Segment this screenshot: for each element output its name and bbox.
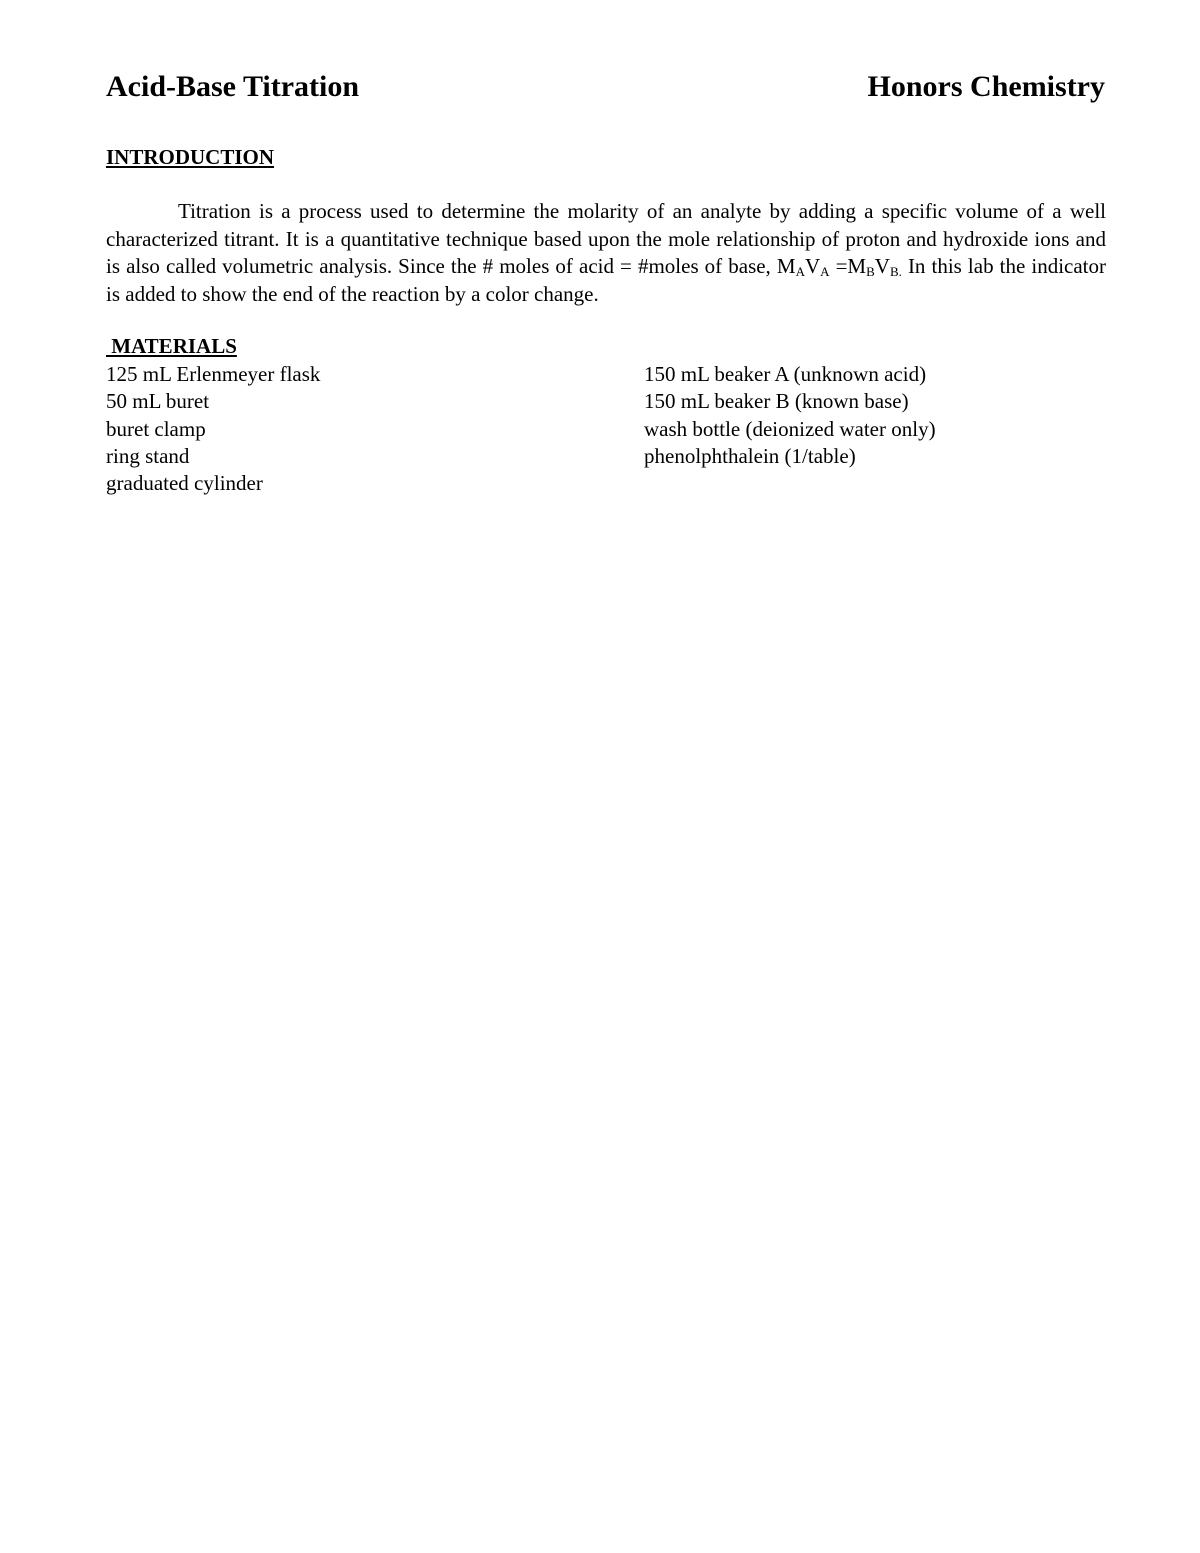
- course-name: Honors Chemistry: [867, 70, 1105, 103]
- intro-text-4: V: [874, 254, 890, 278]
- list-item: 150 mL beaker B (known base): [644, 389, 909, 414]
- materials-list-left: [106, 361, 320, 497]
- introduction-paragraph: [106, 198, 1106, 308]
- intro-sub-b1: B: [866, 264, 875, 279]
- intro-sub-a2: A: [820, 264, 830, 279]
- intro-text-5: In this lab the indicator is added to show the end of the reaction by a color change.: [106, 254, 1107, 306]
- introduction-heading: INTRODUCTION: [106, 145, 275, 169]
- intro-text-3: =M: [829, 254, 867, 278]
- list-item: graduated cylinder: [106, 471, 263, 496]
- list-item: 125 mL Erlenmeyer flask: [106, 362, 321, 386]
- list-item: 50 mL buret: [106, 389, 210, 414]
- intro-sub-b2: B.: [889, 264, 902, 279]
- list-item: phenolphthalein (1/table): [644, 443, 856, 468]
- list-item: ring stand: [106, 443, 190, 468]
- document-title: Acid-Base Titration: [106, 70, 360, 103]
- materials-heading: MATERIALS: [106, 334, 237, 358]
- intro-sub-a1: A: [795, 264, 805, 279]
- intro-text-2: V: [804, 254, 821, 278]
- list-item: 150 mL beaker A (unknown acid): [644, 362, 927, 386]
- title-row: [106, 70, 1105, 110]
- materials-list-right: [644, 361, 936, 470]
- intro-text-1: Titration is a process used to determine the molarity of an analyte by adding a specific volume of a well characterized titrant. It is a quantitative technique based upon the mole relationship of proton and hydroxide ions and is also called volumetric analysis. Since the # moles of acid = #moles of base, M: [106, 199, 1106, 278]
- list-item: buret clamp: [106, 416, 206, 441]
- list-item: wash bottle (deionized water only): [644, 416, 936, 441]
